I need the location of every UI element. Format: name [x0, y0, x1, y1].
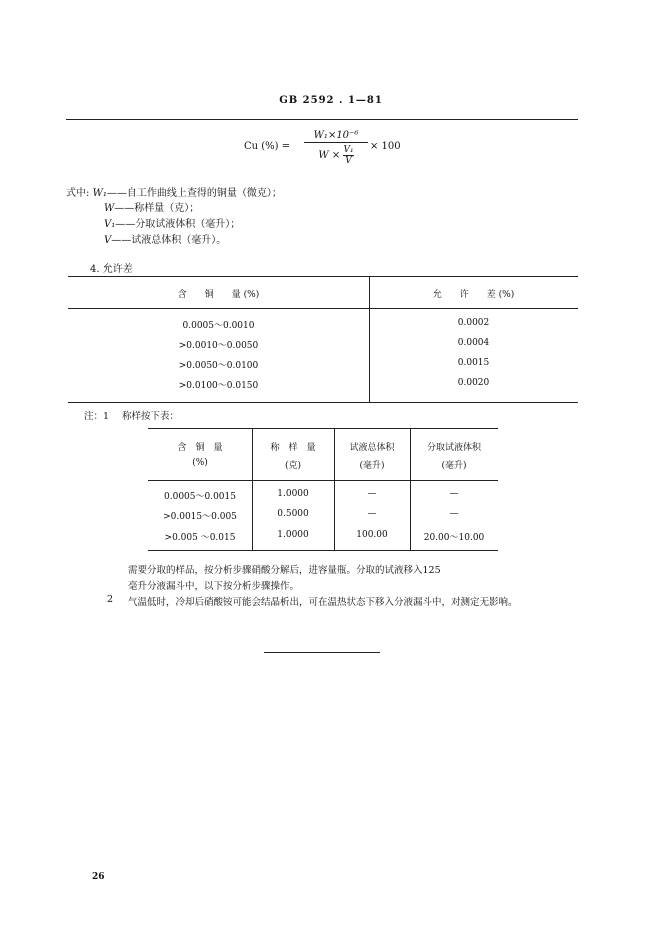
formula-numerator: W₁×10⁻⁶ — [304, 130, 368, 143]
table-cell: — — [367, 509, 377, 519]
table-cell: >0.0010～0.0050 — [178, 341, 259, 351]
variable-prefix: 式中: — [66, 188, 90, 199]
formula-den-prefix: W × — [318, 150, 341, 161]
table-cell: 1.0000 — [277, 530, 309, 540]
copper-formula — [244, 130, 424, 174]
table-cell: 0.0005～0.0015 — [164, 492, 236, 502]
table-cell: — — [367, 489, 377, 499]
formula-lhs: Cu (%) = — [244, 141, 291, 152]
column-header-unit: (%) — [192, 458, 208, 468]
variable-def — [104, 202, 199, 216]
table-rule — [148, 550, 498, 551]
note-text: 毫升分液漏斗中，以下按分析步骤操作。 — [128, 581, 300, 592]
note-text: 气温低时，冷却后硝酸铵可能会结晶析出，可在温热状态下移入分液漏斗中，对测定无影响。 — [128, 597, 518, 608]
formula-fraction — [304, 130, 368, 166]
column-header: 分取试液体积 — [426, 443, 481, 453]
note-label: 2 — [107, 594, 114, 605]
variable-desc: ——称样量（克）； — [114, 203, 200, 214]
table-cell: 0.0015 — [457, 358, 490, 368]
column-header-unit: (毫升) — [359, 461, 385, 471]
page-number: 26 — [92, 872, 105, 882]
section-title: 4. 允许差 — [90, 264, 133, 275]
note-text: 称样按下表： — [122, 411, 180, 422]
column-header: 允 许 差 (%) — [432, 290, 515, 300]
table-cell: 0.0004 — [457, 338, 490, 348]
table-cell: 0.5000 — [277, 509, 309, 519]
table-cell: — — [449, 489, 459, 499]
formula-inner-fraction — [343, 145, 353, 166]
column-header-unit: (克) — [284, 461, 302, 471]
standard-code-header: GB 2592 . 1—81 — [279, 95, 383, 106]
variable-symbol: W₁ — [92, 188, 107, 199]
column-header: 称 样 量 — [270, 443, 316, 453]
table-rule — [148, 480, 498, 481]
table-rule — [68, 402, 578, 403]
variable-symbol: V₁ — [104, 219, 116, 230]
table-cell: 20.00～10.00 — [423, 533, 485, 543]
variable-symbol: V — [104, 235, 112, 246]
end-rule — [264, 652, 380, 653]
table-cell: 0.0005～0.0010 — [182, 321, 255, 331]
table-cell: 0.0020 — [457, 378, 490, 388]
column-header: 试液总体积 — [349, 443, 395, 453]
table-cell: >0.0050～0.0100 — [178, 361, 259, 371]
formula-rhs: × 100 — [370, 141, 401, 152]
table-rule — [68, 308, 578, 309]
table-cell: — — [449, 509, 459, 519]
column-header-unit: (毫升) — [441, 461, 467, 471]
table-cell: >0.0015～0.005 — [163, 512, 237, 522]
table-cell: 1.0000 — [277, 489, 309, 499]
table-cell: >0.0100～0.0150 — [178, 381, 259, 391]
variable-desc: ——分取试液体积（毫升）； — [115, 219, 241, 230]
variable-def — [66, 187, 282, 201]
column-header: 含 铜 量 (%) — [177, 290, 260, 300]
formula-inner-denominator: V — [345, 156, 352, 166]
formula-inner-numerator: V₁ — [343, 145, 354, 155]
table-cell: 0.0002 — [457, 318, 490, 328]
table-cell: >0.005 ～0.015 — [164, 533, 236, 543]
variable-desc: ——试液总体积（毫升）。 — [111, 235, 227, 246]
variable-def — [104, 234, 226, 248]
variable-def — [104, 218, 240, 232]
formula-denominator — [304, 143, 368, 166]
note-text: 需要分取的样品，按分析步骤硝酸分解后，进容量瓶。分取的试液移入125 — [128, 565, 441, 576]
table-rule — [68, 276, 578, 277]
variable-desc: ——自工作曲线上查得的铜量（微克）； — [106, 188, 282, 199]
column-header: 含 铜 量 — [177, 443, 223, 453]
table-rule — [148, 428, 498, 429]
header-rule — [66, 119, 578, 120]
variable-symbol: W — [104, 203, 115, 214]
table-cell: 100.00 — [356, 530, 388, 540]
note-label: 注：1 — [84, 411, 110, 422]
